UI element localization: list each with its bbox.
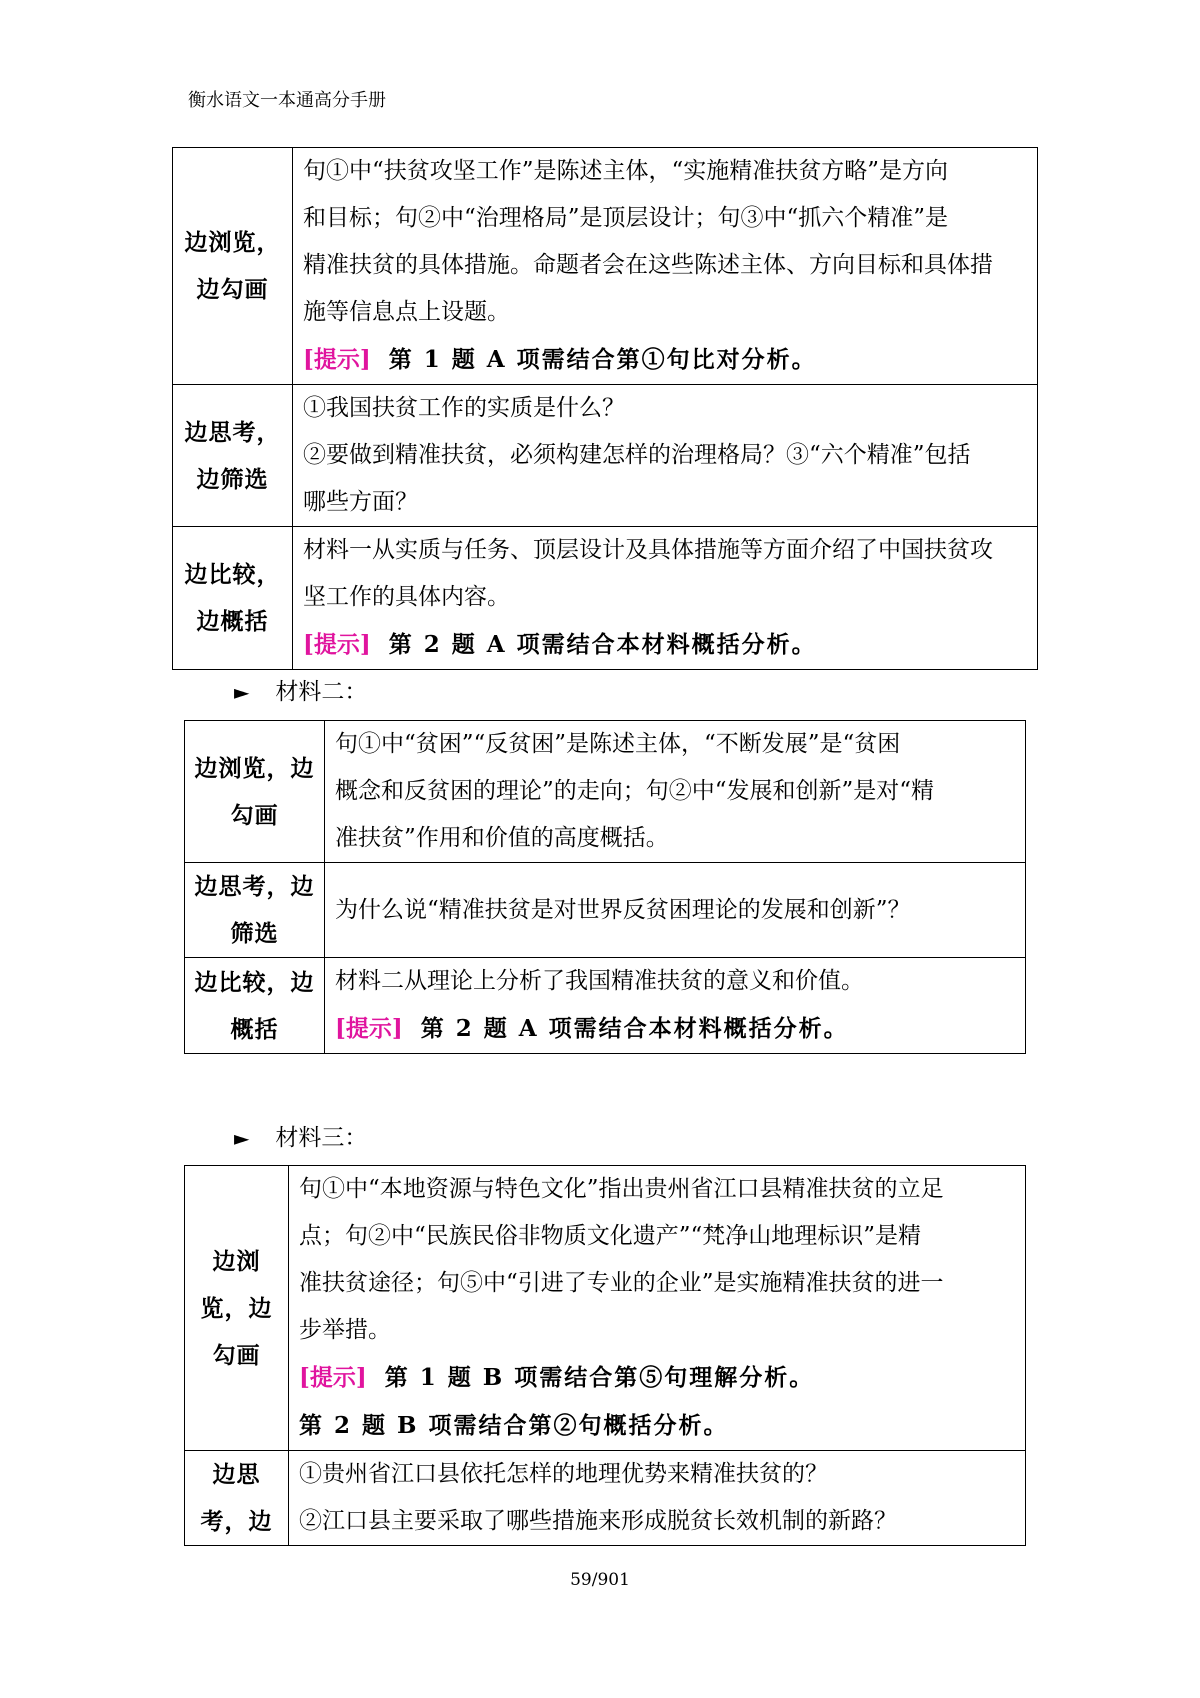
triangle-right-icon: ► bbox=[234, 1126, 250, 1150]
material-3-heading bbox=[234, 1119, 367, 1152]
content-line: ①我国扶贫工作的实质是什么？ bbox=[303, 395, 625, 421]
content-line: 和目标；句②中“治理格局”是顶层设计；句③中“抓六个精准”是 bbox=[303, 205, 949, 231]
row-label bbox=[185, 958, 325, 1054]
content-line: 材料二从理论上分析了我国精准扶贫的意义和价值。 bbox=[335, 968, 864, 994]
hint-tag: [提示] bbox=[303, 346, 371, 373]
label-line: 筛选 bbox=[230, 920, 279, 947]
content-line: 点；句②中“民族民俗非物质文化遗产”“梵净山地理标识”是精 bbox=[299, 1223, 922, 1249]
content-line: 句①中“本地资源与特色文化”指出贵州省江口县精准扶贫的立足 bbox=[299, 1176, 944, 1202]
row-content bbox=[293, 385, 1038, 527]
content-line: 准扶贫”作用和价值的高度概括。 bbox=[335, 825, 669, 851]
material-3-table bbox=[184, 1165, 1026, 1546]
label-line: 概括 bbox=[230, 1015, 279, 1043]
material-1-table bbox=[172, 147, 1038, 670]
table-row bbox=[173, 148, 1038, 385]
hint-line bbox=[299, 1402, 1017, 1450]
hint-tag: [提示] bbox=[335, 1015, 403, 1042]
label-line: 边筛选 bbox=[196, 465, 269, 493]
label-line: 边概括 bbox=[196, 608, 269, 635]
hint-tag: [提示] bbox=[299, 1364, 367, 1391]
row-label bbox=[185, 721, 325, 863]
row-content bbox=[293, 148, 1038, 385]
label-line: 览，边 bbox=[200, 1294, 273, 1322]
content-line: 精准扶贫的具体措施。命题者会在这些陈述主体、方向目标和具体措 bbox=[303, 252, 993, 278]
hint-text: 第 2 题 A 项需结合本材料概括分析。 bbox=[388, 631, 817, 658]
hint-line bbox=[303, 621, 1029, 669]
content-line: 为什么说“精准扶贫是对世界反贫困理论的发展和创新”？ bbox=[335, 896, 911, 923]
content-line: ②江口县主要采取了哪些措施来形成脱贫长效机制的新路？ bbox=[299, 1508, 897, 1534]
label-line: 边浏 bbox=[212, 1247, 261, 1275]
row-label bbox=[185, 1451, 289, 1546]
content-line: 准扶贫途径；句⑤中“引进了专业的企业”是实施精准扶贫的进一 bbox=[299, 1270, 944, 1296]
row-content bbox=[289, 1166, 1026, 1451]
row-content bbox=[289, 1451, 1026, 1546]
hint-text: 第 2 题 B 项需结合第②句概括分析。 bbox=[299, 1412, 729, 1439]
table-row bbox=[185, 721, 1026, 863]
row-content bbox=[325, 958, 1026, 1054]
content-line: 句①中“贫困”“反贫困”是陈述主体，“不断发展”是“贫困 bbox=[335, 731, 901, 757]
material-2-heading bbox=[234, 673, 367, 706]
row-label bbox=[185, 863, 325, 958]
row-label bbox=[173, 385, 293, 527]
content-line: 哪些方面？ bbox=[303, 489, 418, 515]
row-content bbox=[325, 721, 1026, 863]
content-line: 概念和反贫困的理论”的走向；句②中“发展和创新”是对“精 bbox=[335, 778, 935, 804]
table-row bbox=[185, 863, 1026, 958]
section-title: 材料三： bbox=[275, 1125, 368, 1151]
hint-line bbox=[335, 1005, 1017, 1053]
label-line: 边浏览，边 bbox=[194, 754, 315, 782]
label-line: 边勾画 bbox=[196, 276, 269, 303]
label-line: 边比较，边 bbox=[194, 968, 315, 996]
hint-text: 第 1 题 A 项需结合第①句比对分析。 bbox=[388, 346, 817, 373]
row-label bbox=[173, 148, 293, 385]
hint-text: 第 1 题 B 项需结合第⑤句理解分析。 bbox=[384, 1364, 815, 1391]
hint-text: 第 2 题 A 项需结合本材料概括分析。 bbox=[420, 1015, 849, 1042]
hint-line bbox=[299, 1354, 1017, 1402]
content-line: 句①中“扶贫攻坚工作”是陈述主体，“实施精准扶贫方略”是方向 bbox=[303, 158, 949, 184]
table-row bbox=[173, 385, 1038, 527]
table-row bbox=[185, 1451, 1026, 1546]
content-line: ②要做到精准扶贫，必须构建怎样的治理格局？③“六个精准”包括 bbox=[303, 442, 971, 468]
row-label bbox=[185, 1166, 289, 1451]
table-row bbox=[185, 1166, 1026, 1451]
label-line: 边比较， bbox=[184, 561, 281, 588]
content-line: 坚工作的具体内容。 bbox=[303, 584, 510, 610]
material-2-table bbox=[184, 720, 1026, 1054]
hint-tag: [提示] bbox=[303, 631, 371, 658]
row-content bbox=[325, 863, 1026, 958]
hint-line bbox=[303, 336, 1029, 384]
table-row bbox=[173, 527, 1038, 670]
label-line: 边思 bbox=[212, 1461, 261, 1488]
page-number: 59/901 bbox=[570, 1570, 630, 1590]
content-line: 材料一从实质与任务、顶层设计及具体措施等方面介绍了中国扶贫攻 bbox=[303, 537, 993, 563]
label-line: 勾画 bbox=[230, 801, 279, 829]
content-line: 步举措。 bbox=[299, 1317, 391, 1343]
table-row bbox=[185, 958, 1026, 1054]
row-content bbox=[293, 527, 1038, 670]
label-line: 边浏览， bbox=[184, 229, 281, 256]
page-header: 衡水语文一本通高分手册 bbox=[188, 90, 386, 111]
label-line: 边思考，边 bbox=[194, 873, 315, 900]
label-line: 考，边 bbox=[200, 1508, 273, 1535]
content-line: ①贵州省江口县依托怎样的地理优势来精准扶贫的？ bbox=[299, 1461, 828, 1487]
label-line: 边思考， bbox=[184, 418, 281, 446]
row-label bbox=[173, 527, 293, 670]
content-line: 施等信息点上设题。 bbox=[303, 299, 510, 325]
triangle-right-icon: ► bbox=[234, 680, 250, 704]
section-title: 材料二： bbox=[275, 679, 368, 705]
label-line: 勾画 bbox=[212, 1341, 261, 1369]
